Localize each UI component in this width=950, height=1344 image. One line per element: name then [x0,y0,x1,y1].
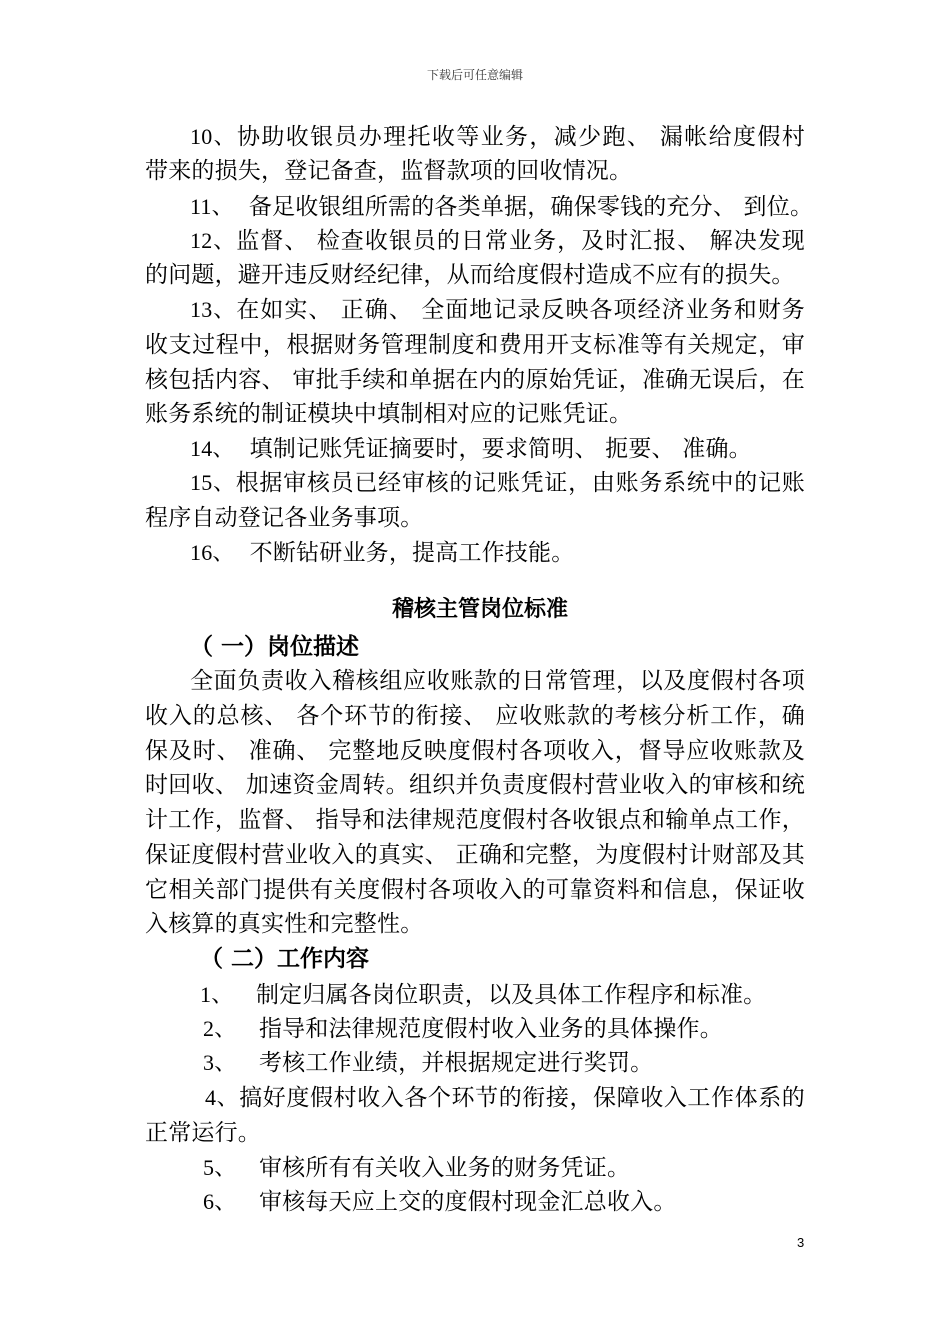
list-item-12-cont: 的问题，避开违反财经纪律，从而给度假村造成不应有的损失。 [145,262,795,288]
list-item-15-cont: 程序自动登记各业务事项。 [145,505,424,531]
list-item-15 [190,468,805,498]
item-text: 不断钻研业务，提高工作技能。 [249,540,575,566]
list-item-1 [200,980,766,1010]
item-number: 11、 [190,194,234,219]
list-item-14 [190,434,752,464]
item-number: 1、 [200,982,234,1007]
item-text: 审核每天应上交的度假村现金汇总收入。 [258,1189,677,1215]
item-number: 15、 [190,470,236,495]
item-number: 4、 [205,1085,240,1110]
item-text: 根据审核员已经审核的记账凭证，由账务系统中的记账 [235,470,805,496]
item-text: 搞好度假村收入各个环节的衔接，保障收入工作体系的 [239,1085,805,1111]
list-item-5 [203,1153,630,1183]
list-item-12 [190,226,805,256]
list-item-2 [203,1014,723,1044]
list-item-4 [205,1083,805,1113]
description-line: 计工作，监督、 指导和法律规范度假村各收银点和输单点工作， [145,807,805,833]
item-text: 审核所有有关收入业务的财务凭证。 [258,1155,631,1181]
description-line: 时回收、 加速资金周转。组织并负责度假村营业收入的审核和统 [145,772,805,798]
item-text: 填制记账凭证摘要时，要求简明、 扼要、 准确。 [249,436,752,462]
list-item-13-cont: 收支过程中，根据财务管理制度和费用开支标准等有关规定，审 [145,332,805,358]
page-number: 3 [797,1235,805,1250]
description-line: 收入的总核、 各个环节的衔接、 应收账款的考核分析工作，确 [145,703,805,729]
section-title: 稽核主管岗位标准 [391,597,568,622]
item-number: 13、 [190,297,237,322]
item-number: 2、 [203,1016,237,1041]
list-item-13 [190,295,805,325]
subheading-job-description: （ 一）岗位描述 [190,634,360,660]
item-number: 5、 [203,1155,237,1180]
page-header: 下载后可任意编辑 [426,68,523,82]
item-text: 备足收银组所需的各类单据，确保零钱的充分、 到位。 [248,194,814,220]
list-item-16 [190,538,574,568]
list-item-4-cont: 正常运行。 [145,1120,261,1146]
item-text: 考核工作业绩，并根据规定进行奖罚。 [258,1050,654,1076]
item-number: 6、 [203,1189,237,1214]
subheading-work-content: （ 二）工作内容 [200,946,370,972]
item-text: 指导和法律规范度假村收入业务的具体操作。 [258,1016,723,1042]
item-number: 3、 [203,1050,237,1075]
description-line: 全面负责收入稽核组应收账款的日常管理，以及度假村各项 [190,668,805,694]
description-line: 保证度假村营业收入的真实、 正确和完整，为度假村计财部及其 [145,842,805,868]
item-text: 监督、 检查收银员的日常业务，及时汇报、 解决发现 [236,228,805,254]
item-number: 14、 [190,436,235,461]
list-item-13-cont2: 核包括内容、 审批手续和单据在内的原始凭证，准确无误后，在 [145,367,805,393]
item-text: 协助收银员办理托收等业务，减少跑、 漏帐给度假村 [236,124,805,150]
description-line: 入核算的真实性和完整性。 [145,911,424,937]
item-number: 16、 [190,540,235,565]
list-item-13-cont3: 账务系统的制证模块中填制相对应的记账凭证。 [145,401,633,427]
list-item-11 [190,192,813,222]
list-item-10-cont: 带来的损失，登记备查，监督款项的回收情况。 [145,158,633,184]
description-line: 保及时、 准确、 完整地反映度假村各项收入，督导应收账款及 [145,738,805,764]
list-item-10 [190,122,805,152]
list-item-6 [203,1187,677,1217]
list-item-3 [203,1048,653,1078]
item-number: 12、 [190,228,237,253]
item-number: 10、 [190,124,237,149]
item-text: 在如实、 正确、 全面地记录反映各项经济业务和财务 [236,297,805,323]
item-text: 制定归属各岗位职责，以及具体工作程序和标准。 [255,982,767,1008]
description-line: 它相关部门提供有关度假村各项收入的可靠资料和信息，保证收 [145,877,805,903]
